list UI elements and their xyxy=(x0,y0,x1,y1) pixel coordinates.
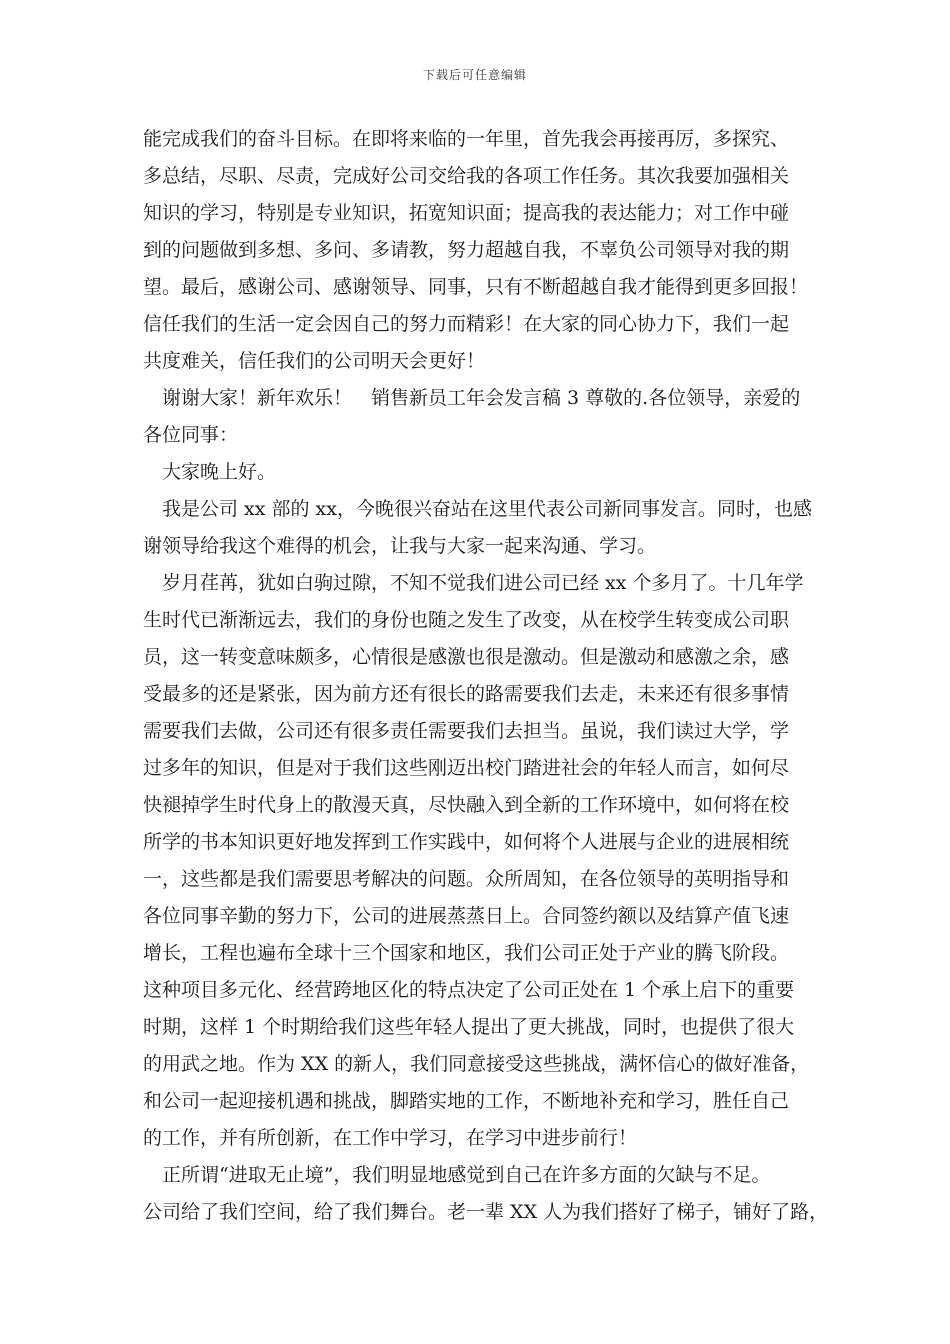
document-body xyxy=(143,121,829,1231)
text-line: 快褪掉学生时代身上的散漫天真，尽快融入到全新的工作环境中，如何将在校 xyxy=(143,794,790,816)
text-line: 到的问题做到多想、多问、多请教，努力超越自我，不辜负公司领导对我的期 xyxy=(143,239,790,261)
text-line: 的工作，并有所创新，在工作中学习，在学习中进步前行！ xyxy=(143,1127,638,1149)
text-line: 时期，这样 1 个时期给我们这些年轻人提出了更大挑战，同时，也提供了很大 xyxy=(143,1016,795,1038)
text-line: 各位同事辛勤的努力下，公司的进展蒸蒸日上。合同签约额以及结算产值飞速 xyxy=(143,905,790,927)
text-line: 大家晚上好。 xyxy=(162,461,277,483)
text-line: 谢领导给我这个难得的机会，让我与大家一起来沟通、学习。 xyxy=(143,535,657,557)
text-line: 能完成我们的奋斗目标。在即将来临的一年里，首先我会再接再厉，多探究、 xyxy=(143,128,790,150)
text-line: 知识的学习，特别是专业知识，拓宽知识面；提高我的表达能力；对工作中碰 xyxy=(143,202,790,224)
text-line: 和公司一起迎接机遇和挑战，脚踏实地的工作，不断地补充和学习，胜任自己 xyxy=(143,1090,790,1112)
text-line: 信任我们的生活一定会因自己的努力而精彩！在大家的同心协力下，我们一起 xyxy=(143,313,790,335)
text-line: 共度难关，信任我们的公司明天会更好！ xyxy=(143,350,486,372)
text-line: 需要我们去做，公司还有很多责任需要我们去担当。虽说，我们读过大学，学 xyxy=(143,720,790,742)
text-line: 我是公司 xx 部的 xx，今晚很兴奋站在这里代表公司新同事发言。同时，也感 xyxy=(162,498,812,520)
text-line: 所学的书本知识更好地发挥到工作实践中，如何将个人进展与企业的进展相统 xyxy=(143,831,790,853)
text-line: 望。最后，感谢公司、感谢领导、同事，只有不断超越自我才能得到更多回报！ xyxy=(143,276,809,298)
text-line: 的用武之地。作为 XX 的新人，我们同意接受这些挑战，满怀信心的做好准备， xyxy=(143,1053,810,1075)
text-line: 员，这一转变意味颇多，心情很是感激也很是激动。但是激动和感激之余，感 xyxy=(143,646,790,668)
text-line: 过多年的知识，但是对于我们这些刚迈出校门踏进社会的年轻人而言，如何尽 xyxy=(143,757,790,779)
page-header: 下载后可任意编辑 xyxy=(422,68,527,82)
text-line: 各位同事： xyxy=(143,424,239,446)
text-line: 增长，工程也遍布全球十三个国家和地区，我们公司正处于产业的腾飞阶段。 xyxy=(143,942,790,964)
text-line: 一，这些都是我们需要思考解决的问题。众所周知，在各位领导的英明指导和 xyxy=(143,868,790,890)
text-line: 公司给了我们空间，给了我们舞台。老一辈 XX 人为我们搭好了梯子，铺好了路， xyxy=(143,1201,829,1223)
text-line: 岁月荏苒，犹如白驹过隙，不知不觉我们进公司已经 xx 个多月了。十几年学 xyxy=(162,572,804,594)
text-line: 这种项目多元化、经营跨地区化的特点决定了公司正处在 1 个承上启下的重要 xyxy=(143,979,795,1001)
text-line: 多总结，尽职、尽责，完成好公司交给我的各项工作任务。其次我要加强相关 xyxy=(143,165,790,187)
text-line: 受最多的还是紧张，因为前方还有很长的路需要我们去走，未来还有很多事情 xyxy=(143,683,790,705)
text-line: 生时代已渐渐远去，我们的身份也随之发生了改变，从在校学生转变成公司职 xyxy=(143,609,790,631)
text-line: 正所谓“进取无止境”，我们明显地感觉到自己在许多方面的欠缺与不足。 xyxy=(162,1164,771,1186)
text-line: 谢谢大家！新年欢乐！ 销售新员工年会发言稿 3 尊敬的.各位领导，亲爱的 xyxy=(162,387,801,409)
